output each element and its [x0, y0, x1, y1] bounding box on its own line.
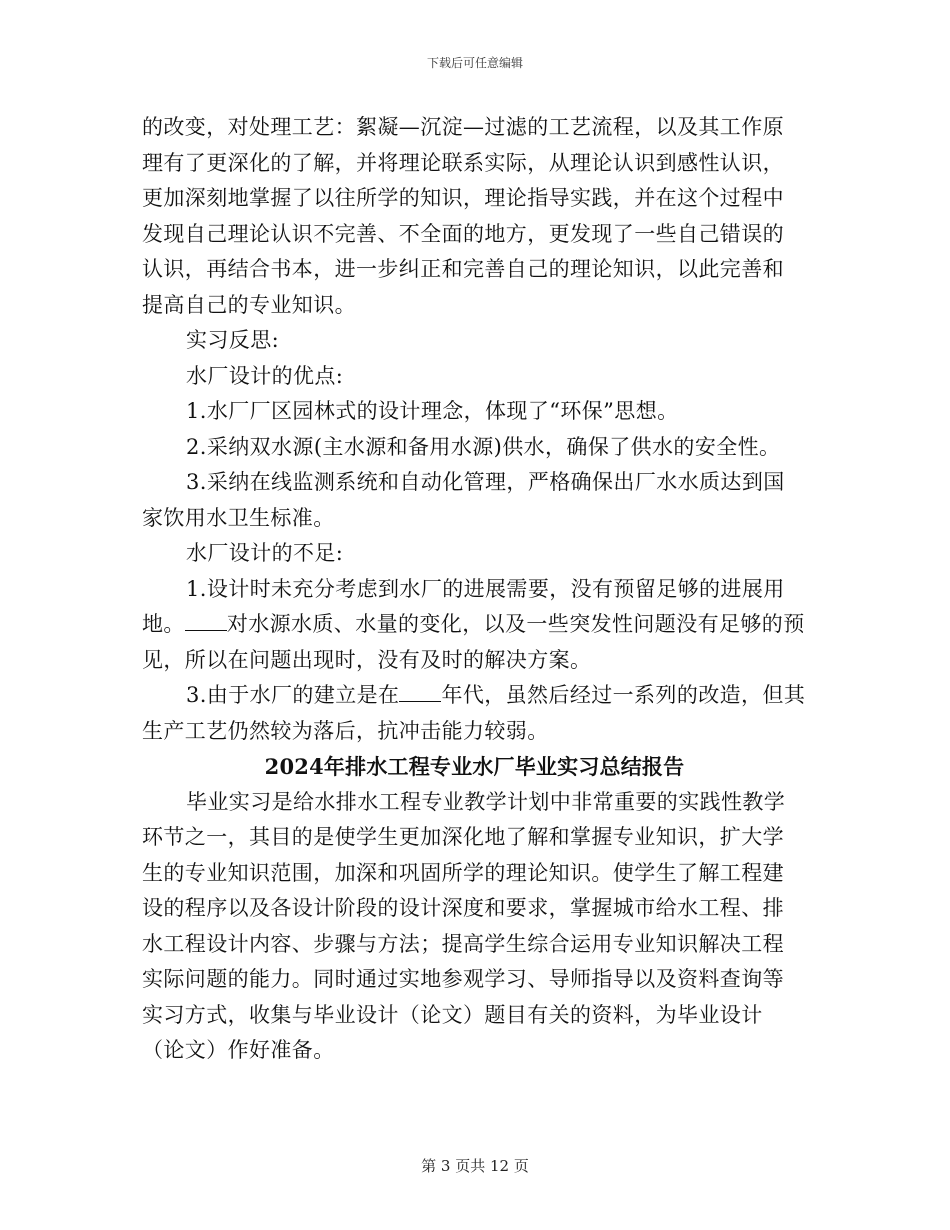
list-item-continuation: 见，所以在问题出现时，没有及时的解决方案。: [142, 647, 592, 672]
list-item-continuation: 生产工艺仍然较为落后，抗冲击能力较弱。: [142, 718, 549, 743]
paragraph-line: 提高自己的专业知识。: [142, 292, 356, 317]
section-title: 2024年排水工程专业水厂毕业实习总结报告: [264, 754, 685, 779]
page-number: 第 3 页共 12 页: [421, 1157, 529, 1175]
blank-underline: [399, 683, 441, 702]
paragraph-line: 水工程设计内容、步骤与方法；提高学生综合运用专业知识解决工程: [142, 931, 784, 956]
line-text: 3.由于水厂的建立是在: [186, 683, 400, 707]
paragraph-line: 认识，再结合书本，进一步纠正和完善自己的理论知识，以此完善和: [142, 257, 784, 281]
paragraph-line: 设的程序以及各设计阶段的设计深度和要求，掌握城市给水工程、排: [142, 896, 784, 920]
page-header: 下载后可任意编辑: [426, 56, 523, 70]
document-body: [142, 110, 807, 1069]
paragraph-line: 毕业实习是给水排水工程专业教学计划中非常重要的实践性教学: [186, 789, 786, 814]
list-item: 1.设计时未充分考虑到水厂的进展需要，没有预留足够的进展用: [186, 576, 785, 601]
blank-underline: [185, 612, 227, 631]
subheading-shortcomings: 水厂设计的不足:: [186, 541, 344, 565]
list-item: [142, 678, 807, 714]
paragraph-line: 的改变，对处理工艺：絮凝—沉淀—过滤的工艺流程，以及其工作原: [142, 115, 784, 139]
list-item: 1.水厂厂区园林式的设计理念，体现了“环保”思想。: [186, 399, 679, 423]
line-prefix: 地。: [142, 612, 185, 636]
paragraph-line: 生的专业知识范围，加深和巩固所学的理论知识。使学生了解工程建: [142, 860, 784, 885]
paragraph-line: 理有了更深化的了解，并将理论联系实际，从理论认识到感性认识，: [142, 150, 784, 175]
list-item-continuation: [142, 607, 807, 643]
line-text: 对水源水质、水量的变化，以及一些突发性问题没有足够的预: [226, 612, 805, 636]
list-item: 2.采纳双水源(主水源和备用水源)供水，确保了供水的安全性。: [186, 434, 781, 459]
line-text: 年代，虽然后经过一系列的改造，但其: [441, 683, 806, 707]
paragraph-line: 更加深刻地掌握了以往所学的知识，理论指导实践，并在这个过程中: [142, 186, 784, 210]
subheading-reflection: 实习反思:: [186, 328, 280, 352]
subheading-advantages: 水厂设计的优点:: [186, 363, 344, 388]
paragraph-line: 发现自己理论认识不完善、不全面的地方，更发现了一些自己错误的: [142, 221, 784, 246]
paragraph-line: 实习方式，收集与毕业设计（论文）题目有关的资料，为毕业设计: [142, 1002, 763, 1027]
paragraph-line: （论文）作好准备。: [142, 1038, 335, 1062]
list-item-continuation: 家饮用水卫生标准。: [142, 505, 335, 530]
list-item: 3.采纳在线监测系统和自动化管理，严格确保出厂水水质达到国: [186, 470, 785, 494]
paragraph-line: 实际问题的能力。同时通过实地参观学习、导师指导以及资料查询等: [142, 967, 784, 991]
paragraph-line: 环节之一，其目的是使学生更加深化地了解和掌握专业知识，扩大学: [142, 825, 784, 849]
